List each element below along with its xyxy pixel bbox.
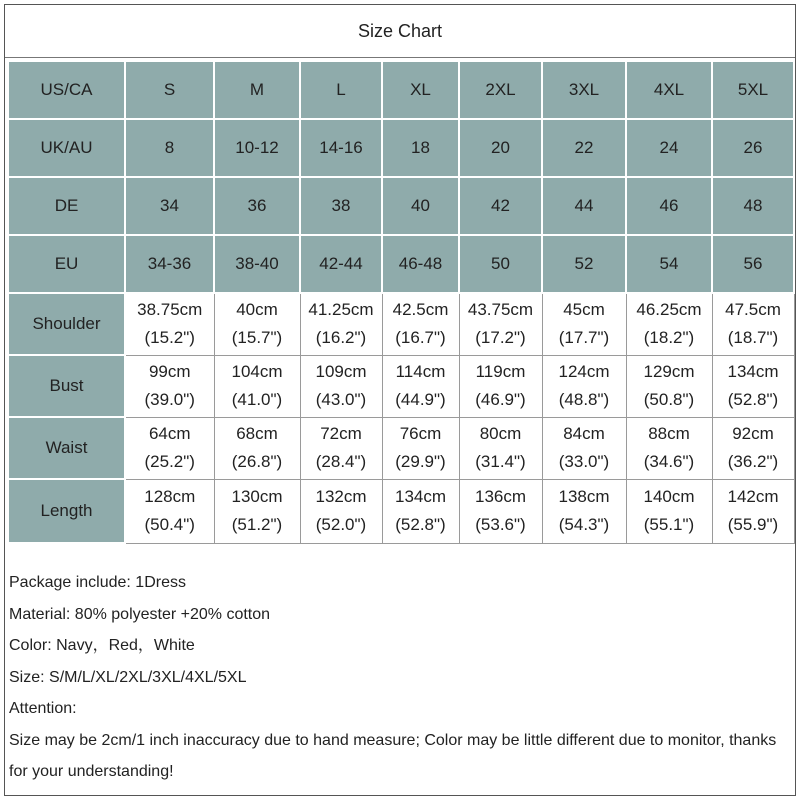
cm-value: 104cm (231, 362, 283, 381)
cm-value: 129cm (643, 362, 695, 381)
size-cell: 46-48 (382, 235, 459, 293)
size-cell: 22 (542, 119, 626, 177)
size-cell: 40 (382, 177, 459, 235)
inch-value: (50.8") (643, 390, 695, 409)
measure-cell (712, 479, 794, 543)
size-cell: 3XL (542, 61, 626, 119)
measure-cell (382, 293, 459, 355)
inch-value: (26.8") (231, 452, 283, 471)
measure-cell (125, 293, 214, 355)
size-cell: M (214, 61, 300, 119)
size-cell: 18 (382, 119, 459, 177)
measure-cell (300, 355, 382, 417)
inch-value: (55.9") (727, 515, 779, 534)
size-cell: 14-16 (300, 119, 382, 177)
product-notes (9, 567, 793, 788)
cm-value: 138cm (558, 487, 610, 506)
size-cell: 2XL (459, 61, 542, 119)
measure-cell (214, 417, 300, 479)
cm-value: 130cm (231, 487, 283, 506)
measure-row (8, 479, 794, 543)
size-cell: 24 (626, 119, 712, 177)
inch-value: (48.8") (558, 390, 610, 409)
cm-value: 38.75cm (137, 300, 203, 320)
measure-cell (382, 479, 459, 543)
size-cell: 34-36 (125, 235, 214, 293)
inch-value: (44.9") (395, 390, 446, 409)
row-label: Bust (8, 355, 125, 417)
inch-value: (52.0") (315, 515, 367, 534)
note-color: Color: Navy，Red，White (9, 637, 195, 654)
measure-cell (300, 479, 382, 543)
inch-value: (16.7") (395, 328, 446, 348)
size-cell: S (125, 61, 214, 119)
measure-cell (626, 355, 712, 417)
inch-value: (17.7") (558, 328, 610, 348)
inch-value: (50.4") (144, 515, 195, 534)
row-label: Shoulder (8, 293, 125, 355)
measure-cell (214, 293, 300, 355)
size-cell: 38-40 (214, 235, 300, 293)
size-cell: 5XL (712, 61, 794, 119)
inch-value: (33.0") (558, 452, 610, 471)
size-cell: 48 (712, 177, 794, 235)
row-label: Waist (8, 417, 125, 479)
size-cell: 36 (214, 177, 300, 235)
cm-value: 134cm (727, 362, 779, 381)
measure-cell (712, 355, 794, 417)
inch-value: (16.2") (315, 328, 367, 348)
size-cell: L (300, 61, 382, 119)
cm-value: 41.25cm (308, 300, 374, 320)
measure-cell (382, 355, 459, 417)
inch-value: (46.9") (475, 390, 526, 409)
size-cell: 46 (626, 177, 712, 235)
cm-value: 46.25cm (636, 300, 702, 320)
measure-cell (626, 479, 712, 543)
measure-cell (125, 355, 214, 417)
size-cell: 42 (459, 177, 542, 235)
size-row (8, 61, 794, 119)
inch-value: (18.2") (643, 328, 695, 348)
size-row (8, 177, 794, 235)
inch-value: (29.9") (395, 452, 446, 471)
size-cell: 54 (626, 235, 712, 293)
cm-value: 76cm (399, 424, 442, 443)
size-cell: 56 (712, 235, 794, 293)
cm-value: 136cm (474, 487, 527, 506)
inch-value: (52.8") (727, 390, 779, 409)
inch-value: (17.2") (475, 328, 526, 348)
note-accuracy: Size may be 2cm/1 inch inaccuracy due to hand measure; Color may be little different due to monitor, thanks for your understanding! (9, 731, 777, 780)
cm-value: 119cm (475, 362, 526, 381)
inch-value: (51.2") (231, 515, 283, 534)
cm-value: 134cm (394, 487, 447, 506)
measure-cell (542, 293, 626, 355)
measure-cell (542, 355, 626, 417)
cm-value: 84cm (563, 424, 605, 443)
inch-value: (25.2") (144, 452, 195, 471)
cm-value: 140cm (643, 487, 695, 506)
inch-value: (31.4") (475, 452, 526, 471)
size-row (8, 235, 794, 293)
inch-value: (41.0") (231, 390, 283, 409)
size-cell: 8 (125, 119, 214, 177)
row-label: DE (8, 177, 125, 235)
measure-row (8, 355, 794, 417)
size-cell: 4XL (626, 61, 712, 119)
size-cell: 44 (542, 177, 626, 235)
cm-value: 99cm (148, 362, 191, 381)
size-cell: 20 (459, 119, 542, 177)
cm-value: 132cm (315, 487, 367, 506)
cm-value: 68cm (236, 424, 278, 443)
inch-value: (36.2") (727, 452, 779, 471)
measure-row (8, 417, 794, 479)
row-label: US/CA (8, 61, 125, 119)
cm-value: 42.5cm (392, 300, 449, 320)
inch-value: (18.7") (727, 328, 779, 348)
measure-row (8, 293, 794, 355)
size-table (7, 60, 795, 544)
inch-value: (28.4") (315, 452, 367, 471)
cm-value: 88cm (648, 424, 690, 443)
cm-value: 64cm (148, 424, 191, 443)
cm-value: 47.5cm (725, 300, 781, 320)
cm-value: 92cm (732, 424, 774, 443)
note-package: Package include: 1Dress (9, 574, 186, 591)
inch-value: (54.3") (558, 515, 610, 534)
inch-value: (39.0") (144, 390, 195, 409)
size-cell: 38 (300, 177, 382, 235)
row-label: UK/AU (8, 119, 125, 177)
cm-value: 124cm (558, 362, 610, 381)
measure-cell (712, 293, 794, 355)
inch-value: (15.2") (144, 328, 195, 348)
size-cell: 26 (712, 119, 794, 177)
measure-cell (214, 355, 300, 417)
cm-value: 72cm (320, 424, 362, 443)
cm-value: 43.75cm (467, 300, 534, 320)
note-attention: Attention: (9, 700, 77, 717)
inch-value: (55.1") (643, 515, 695, 534)
note-size: Size: S/M/L/XL/2XL/3XL/4XL/5XL (9, 668, 247, 686)
size-cell: XL (382, 61, 459, 119)
measure-cell (125, 417, 214, 479)
measure-cell (626, 293, 712, 355)
inch-value: (53.6") (475, 515, 526, 534)
measure-cell (459, 293, 542, 355)
inch-value: (15.7") (231, 328, 283, 348)
measure-cell (459, 479, 542, 543)
size-cell: 10-12 (214, 119, 300, 177)
row-label: EU (8, 235, 125, 293)
measure-cell (542, 417, 626, 479)
measure-cell (125, 479, 214, 543)
chart-title: Size Chart (5, 5, 795, 58)
measure-cell (459, 355, 542, 417)
row-label: Length (8, 479, 125, 543)
inch-value: (43.0") (315, 390, 367, 409)
cm-value: 80cm (479, 424, 522, 443)
size-chart (4, 4, 796, 796)
measure-cell (300, 417, 382, 479)
measure-cell (214, 479, 300, 543)
size-cell: 34 (125, 177, 214, 235)
measure-cell (382, 417, 459, 479)
inch-value: (34.6") (643, 452, 695, 471)
size-cell: 50 (459, 235, 542, 293)
size-cell: 42-44 (300, 235, 382, 293)
size-row (8, 119, 794, 177)
cm-value: 40cm (236, 300, 278, 320)
measure-cell (300, 293, 382, 355)
measure-cell (542, 479, 626, 543)
measure-cell (712, 417, 794, 479)
cm-value: 114cm (395, 362, 446, 381)
cm-value: 142cm (727, 487, 779, 506)
cm-value: 128cm (144, 487, 196, 506)
measure-cell (626, 417, 712, 479)
cm-value: 45cm (563, 300, 605, 320)
size-cell: 52 (542, 235, 626, 293)
measure-cell (459, 417, 542, 479)
note-material: Material: 80% polyester +20% cotton (9, 605, 271, 623)
inch-value: (52.8") (395, 515, 446, 534)
cm-value: 109cm (315, 362, 367, 381)
